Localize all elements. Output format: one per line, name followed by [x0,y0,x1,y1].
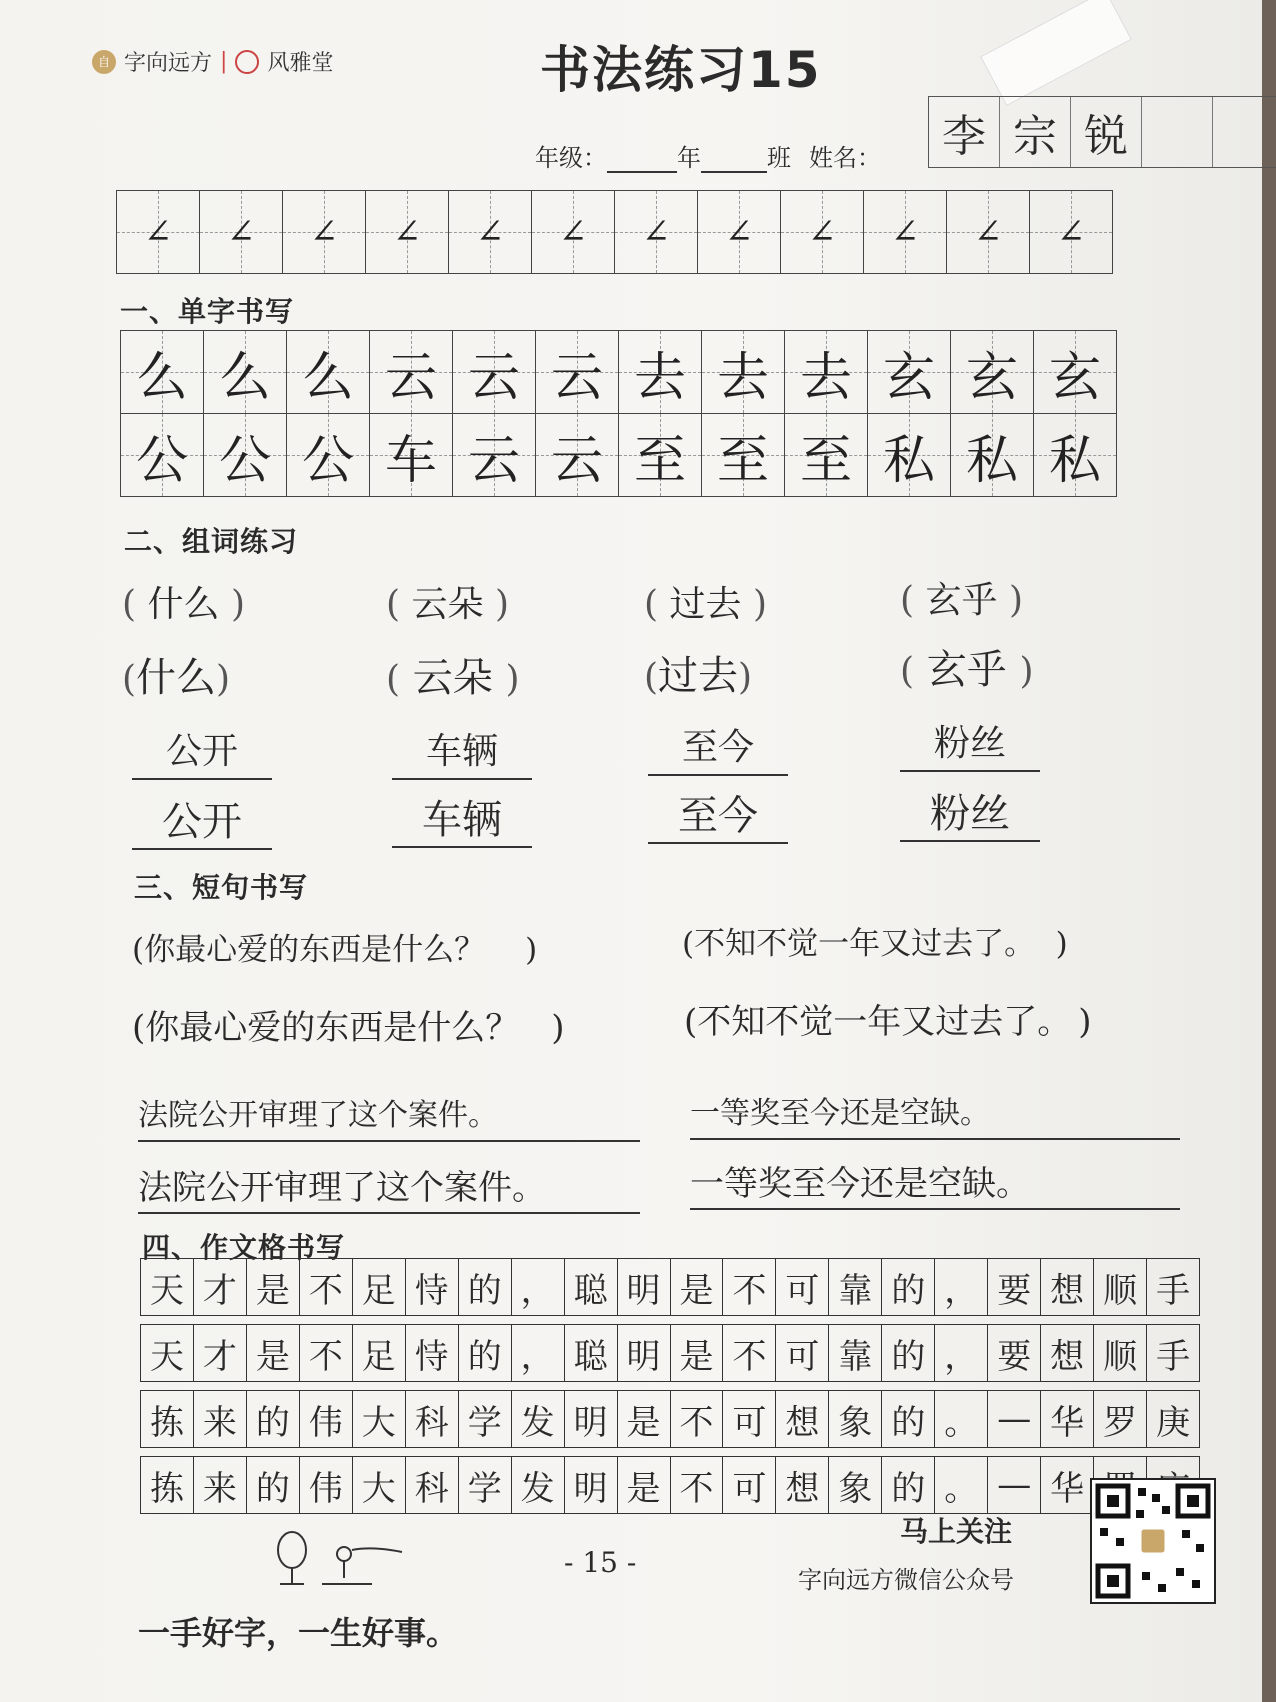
grid-cell: 私 [950,414,1033,496]
sentence-paren-handwritten: (不知不觉一年又过去了。 ) [684,1002,1092,1042]
grid-cell: 车 [369,414,452,496]
grid-cell: 去 [701,331,784,413]
grid-cell: 聪 [564,1325,617,1381]
word-paren: ( 玄乎 ) [900,580,1024,621]
page-title: 书法练习15 [540,41,822,99]
grid-cell: 玄 [867,331,950,413]
grid-cell: 学 [458,1457,511,1513]
grid-cell: 伟 [299,1391,352,1447]
grid-cell: ， [934,1259,987,1315]
grid-cell: 庚 [1146,1391,1199,1447]
grid-cell: ， [511,1259,564,1315]
brand-logo: 自 字向远方 | 风雅堂 [92,46,333,77]
grid-cell: 华 [1040,1457,1093,1513]
single-char-grid [120,330,1117,497]
name-label: 姓名： [809,144,881,172]
grid-cell: ∠ [614,191,697,273]
word-line-handwritten: 至今 [648,790,788,844]
grid-cell: ， [511,1325,564,1381]
grid-cell: 明 [564,1391,617,1447]
grid-cell: 象 [828,1457,881,1513]
char-row [120,330,1117,414]
grid-cell: ∠ [946,191,1029,273]
grid-cell: 的 [458,1259,511,1315]
char-row [120,414,1117,497]
grid-cell: ∠ [863,191,946,273]
grid-cell: 想 [1040,1325,1093,1381]
grid-cell: 的 [881,1325,934,1381]
grid-cell: 发 [511,1457,564,1513]
grid-cell: 不 [670,1391,723,1447]
grid-cell: 天 [149,1336,184,1377]
spiral-logo-icon [235,50,259,74]
name-char: 宗 [999,97,1070,167]
word-paren-handwritten: (什么) [122,655,231,701]
composition-row [140,1390,1200,1448]
section-heading: 三、短句书写 [134,871,309,904]
grade-label: 年级： [535,144,607,172]
name-box[interactable] [928,96,1276,168]
grid-cell: 私 [867,414,950,496]
grid-cell: 要 [987,1259,1040,1315]
word-paren-handwritten: ( 玄乎 ) [900,647,1034,693]
grid-cell: 么 [121,331,203,413]
grid-cell: ∠ [448,191,531,273]
page-edge [1262,0,1276,1702]
grid-cell: 云 [535,331,618,413]
word-paren: ( 什么 ) [122,584,246,625]
grid-cell: 。 [934,1457,987,1513]
grid-cell: 足 [352,1325,405,1381]
section-heading: 二、组词练习 [124,525,299,558]
composition-row-handwritten [140,1324,1200,1382]
account-label: 字向远方微信公众号 [798,1566,1014,1594]
grid-cell: 的 [458,1325,511,1381]
grid-cell: 可 [722,1457,775,1513]
grid-cell: 可 [775,1325,828,1381]
grid-cell: 明 [617,1259,670,1315]
stroke-practice-grid [116,190,1113,274]
grid-cell: 么 [203,331,286,413]
grid-cell: 的 [881,1457,934,1513]
grid-cell: 大 [352,1391,405,1447]
grid-cell: 玄 [950,331,1033,413]
grid-cell: 足 [352,1259,405,1315]
grid-cell: ， [934,1325,987,1381]
grid-cell: 手 [1146,1325,1199,1381]
year-label: 年 [677,144,701,172]
grid-cell: ∠ [531,191,614,273]
grid-cell: 天 [149,1270,184,1311]
grid-cell: 学 [458,1391,511,1447]
name-char [1212,97,1276,167]
sentence-paren: (你最心爱的东西是什么？ ) [132,932,538,968]
grid-cell: 来 [193,1391,246,1447]
brand-name: 字向远方 [124,51,213,76]
word-paren: ( 云朵 ) [386,584,510,625]
grid-cell: 不 [670,1457,723,1513]
grid-cell: 公 [203,414,286,496]
page-number: - 15 - [564,1546,637,1579]
grid-cell: 发 [511,1391,564,1447]
grid-cell: 不 [722,1325,775,1381]
name-char: 锐 [1070,97,1141,167]
grid-cell: 拣 [149,1468,184,1509]
grid-cell: ∠ [1029,191,1112,273]
grid-cell: — [987,1457,1040,1513]
grid-cell: 是 [617,1457,670,1513]
follow-label: 马上关注 [900,1515,1013,1548]
grid-cell: 明 [564,1457,617,1513]
grid-cell: 至 [784,414,867,496]
grid-cell: 才 [193,1325,246,1381]
word-paren-handwritten: ( 云朵 ) [386,655,520,701]
grid-cell: 云 [369,331,452,413]
grid-cell: 不 [299,1325,352,1381]
grid-cell: 罗 [1093,1391,1146,1447]
word-line: 公开 [132,726,272,780]
student-info [535,138,881,173]
grid-cell: 拣 [149,1402,184,1443]
grid-cell: 象 [828,1391,881,1447]
grid-cell: 科 [405,1457,458,1513]
grid-cell: 恃 [405,1325,458,1381]
name-char [1141,97,1212,167]
grid-cell: 才 [193,1259,246,1315]
grid-cell: 是 [670,1325,723,1381]
grid-cell: 云 [452,414,535,496]
qr-code-icon[interactable] [1090,1478,1216,1604]
grid-cell: 么 [286,331,369,413]
grid-cell: 公 [286,414,369,496]
grid-cell: 靠 [828,1325,881,1381]
grid-cell: 至 [618,414,701,496]
grid-cell: ∠ [117,191,199,273]
grid-cell: 至 [701,414,784,496]
grid-cell: 是 [246,1259,299,1315]
grid-cell: 去 [618,331,701,413]
grid-cell: 想 [1040,1259,1093,1315]
grid-cell: 靠 [828,1259,881,1315]
grid-cell: 顺 [1093,1259,1146,1315]
grid-cell: 公 [121,414,203,496]
class-label: 班 [767,144,791,172]
composition-row-handwritten [140,1456,1200,1514]
grade-blank[interactable] [607,143,677,173]
grid-cell: 要 [987,1325,1040,1381]
name-char: 李 [942,111,986,162]
composition-row [140,1258,1200,1316]
grid-cell: 的 [246,1391,299,1447]
brand-sub: 风雅堂 [267,51,334,76]
grid-cell: 可 [722,1391,775,1447]
grid-cell: 聪 [564,1259,617,1315]
grid-cell: 是 [617,1391,670,1447]
grid-cell: 玄 [1033,331,1116,413]
word-paren-handwritten: (过去) [644,653,753,699]
grid-cell: 来 [193,1457,246,1513]
grid-cell: 科 [405,1391,458,1447]
grid-cell: 私 [1033,414,1116,496]
grid-cell: 的 [246,1457,299,1513]
word-line: 粉丝 [900,718,1040,772]
sentence-paren-handwritten: (你最心爱的东西是什么？ ) [132,1008,565,1048]
grid-cell: 去 [784,331,867,413]
sentence-line-handwritten: 一等奖至今还是空缺。 [690,1160,1180,1210]
sentence-paren: (不知不觉一年又过去了。 ) [682,926,1068,962]
grid-cell: 。 [934,1391,987,1447]
grid-cell: 的 [881,1391,934,1447]
grid-cell: ∠ [199,191,282,273]
word-line: 车辆 [392,726,532,780]
grid-cell: 的 [881,1259,934,1315]
sentence-line-handwritten: 法院公开审理了这个案件。 [138,1164,640,1214]
brand-seal-icon: 自 [92,50,116,74]
grid-cell: ∠ [282,191,365,273]
fan-and-child-illustration-icon [262,1528,412,1588]
grid-cell: 伟 [299,1457,352,1513]
grid-cell: 是 [670,1259,723,1315]
grid-cell: 明 [617,1325,670,1381]
sentence-line: 一等奖至今还是空缺。 [690,1090,1180,1140]
grid-cell: ∠ [365,191,448,273]
grid-cell: ∠ [780,191,863,273]
grid-cell: 恃 [405,1259,458,1315]
grid-cell: 可 [775,1259,828,1315]
grid-cell: 是 [246,1325,299,1381]
word-paren: ( 过去 ) [644,584,768,625]
grid-cell: 华 [1040,1391,1093,1447]
grid-cell: 不 [722,1259,775,1315]
section-heading: 四、作文格书写 [142,1231,346,1264]
grid-cell: 手 [1146,1259,1199,1315]
word-line-handwritten: 车辆 [392,794,532,848]
grid-cell: 大 [352,1457,405,1513]
grid-cell: 想 [775,1457,828,1513]
grid-cell: 想 [775,1391,828,1447]
grid-cell: 云 [452,331,535,413]
class-blank[interactable] [701,143,767,173]
section-heading: 一、单字书写 [120,295,295,328]
sentence-line: 法院公开审理了这个案件。 [138,1092,640,1142]
word-line-handwritten: 公开 [132,796,272,850]
word-line-handwritten: 粉丝 [900,788,1040,842]
word-line: 至今 [648,722,788,776]
grid-cell: — [987,1391,1040,1447]
slogan: 一手好字，一生好事。 [138,1614,459,1652]
grid-cell: 不 [299,1259,352,1315]
grid-cell: 顺 [1093,1325,1146,1381]
grid-cell: ∠ [697,191,780,273]
grid-cell: 云 [535,414,618,496]
